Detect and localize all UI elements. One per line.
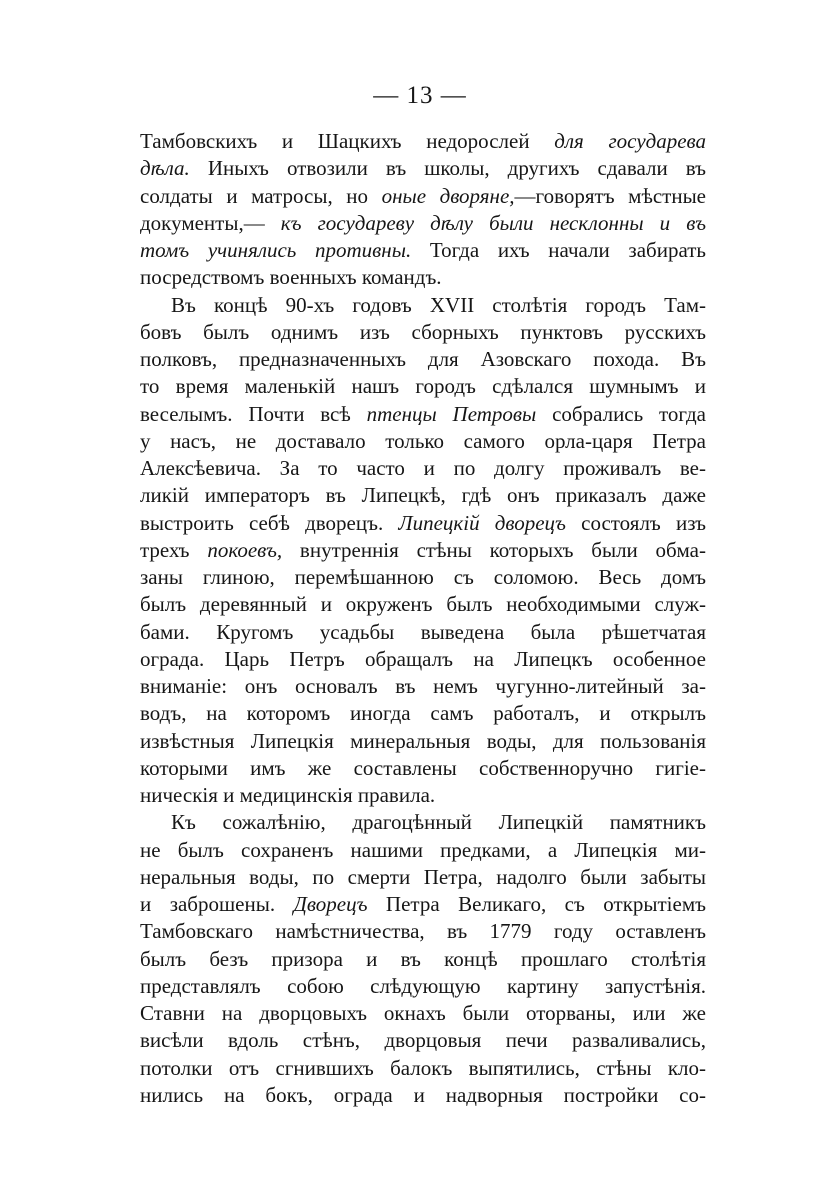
text-line (140, 319, 706, 346)
italic-text: дѣла. (140, 156, 190, 181)
text-line (140, 673, 706, 700)
text-line (140, 891, 706, 918)
text-segment: не былъ сохраненъ нашими предками, а Липецкія ми- (140, 837, 706, 862)
text-line (140, 864, 706, 891)
text-line (140, 237, 706, 264)
text-segment: бовъ былъ однимъ изъ сборныхъ пунктовъ русскихъ (140, 319, 706, 344)
text-segment: и заброшены. (140, 892, 294, 916)
text-segment: посредствомъ военныхъ командъ. (140, 265, 442, 290)
text-line (140, 537, 706, 564)
text-segment: водъ, на которомъ иногда самъ работалъ, и открылъ (140, 701, 706, 726)
text-segment: Тамбовскихъ и Шацкихъ недорослей (140, 129, 555, 153)
text-segment: бами. Кругомъ усадьбы выведена была рѣшетчатая (140, 619, 706, 644)
text-segment: которыми имъ же составлены собственноручно гигіе- (140, 755, 706, 780)
text-segment: ограда. Царь Петръ обращалъ на Липецкъ особенное (140, 646, 706, 671)
text-segment: Иныхъ отвозили въ школы, другихъ сдавали въ (189, 156, 706, 181)
text-segment: веселымъ. Почти всѣ (140, 401, 367, 426)
text-line (140, 564, 706, 591)
text-segment: Въ концѣ 90-хъ годовъ XVII столѣтія городъ Там- (171, 292, 706, 317)
text-segment: собрались тогда (536, 401, 706, 426)
text-line (140, 401, 706, 428)
text-line (140, 837, 706, 864)
italic-text: томъ учинялись противны. (140, 238, 412, 262)
italic-text: птенцы Петровы (366, 401, 537, 426)
text-line (140, 210, 706, 237)
text-segment: Петра Великаго, съ открытіемъ (367, 892, 706, 916)
text-line (140, 1082, 706, 1109)
text-segment: выстроить себѣ дворецъ. (140, 510, 399, 535)
text-line (140, 973, 706, 1000)
text-line (140, 591, 706, 618)
text-segment: то время маленькій нашъ городъ сдѣлался шумнымъ и (140, 374, 706, 399)
text-line (140, 482, 706, 509)
text-segment: потолки отъ сгнившихъ балокъ выпятились, стѣны кло- (140, 1055, 706, 1080)
text-segment: —говорятъ мѣстные (514, 183, 706, 208)
text-line (140, 728, 706, 755)
text-line (140, 428, 706, 455)
italic-text: для государева (554, 129, 706, 153)
page-number: — 13 — (373, 82, 467, 109)
text-line (140, 646, 706, 673)
text-line (140, 1027, 706, 1054)
text-segment: неральныя воды, по смерти Петра, надолго были забыты (140, 864, 706, 889)
text-line (140, 455, 706, 482)
text-segment: состоялъ изъ (565, 510, 706, 535)
italic-text: къ государеву дѣлу были несклонны и въ (280, 210, 706, 235)
text-segment: Тогда ихъ начали забирать (411, 238, 706, 262)
text-segment: былъ деревянный и окруженъ былъ необходимыми служ- (140, 592, 706, 617)
text-segment: былъ безъ призора и въ концѣ прошлаго столѣтія (140, 946, 706, 971)
text-segment: извѣстныя Липецкія минеральныя воды, для пользованія (140, 728, 706, 753)
text-segment: Алексѣевича. За то часто и по долгу проживалъ ве- (140, 456, 706, 480)
text-segment: Тамбовскаго намѣстничества, въ 1779 году оставленъ (140, 919, 706, 944)
text-line (140, 782, 706, 809)
text-segment: висѣли вдоль стѣнъ, дворцовыя печи разваливались, (140, 1028, 706, 1053)
text-segment: внутреннія стѣны которыхъ были обма- (282, 537, 706, 562)
text-segment: трехъ (140, 537, 208, 562)
text-segment: вниманіе: онъ основалъ въ немъ чугунно-литейный за- (140, 674, 706, 698)
text-line (140, 346, 706, 373)
text-line (140, 264, 706, 291)
text-line (140, 809, 706, 836)
text-segment: документы,— (140, 210, 281, 235)
text-segment: Ставни на дворцовыхъ окнахъ были оторваны, или же (140, 1001, 706, 1025)
text-segment: полковъ, предназначенныхъ для Азовскаго похода. Въ (140, 347, 706, 371)
text-segment: у насъ, не доставало только самого орла-царя Петра (140, 428, 706, 453)
text-line (140, 128, 706, 155)
text-segment: ликій императоръ въ Липецкѣ, гдѣ онъ приказалъ даже (140, 483, 706, 508)
text-line (140, 183, 706, 210)
text-line (140, 510, 706, 537)
text-line (140, 700, 706, 727)
text-segment: представлялъ собою слѣдующую картину запустѣнія. (140, 973, 706, 998)
text-segment: заны глиною, перемѣшанною съ соломою. Весь домъ (140, 565, 706, 589)
text-line (140, 619, 706, 646)
text-line (140, 373, 706, 400)
text-line (140, 1055, 706, 1082)
text-line (140, 918, 706, 945)
italic-text: Липецкій дворецъ (398, 510, 566, 535)
italic-text: покоевъ, (207, 537, 283, 562)
text-segment: Къ сожалѣнію, драгоцѣнный Липецкій памятникъ (171, 810, 706, 835)
body-text (140, 128, 706, 1109)
text-segment: солдаты и матросы, но (140, 183, 382, 208)
text-line (140, 292, 706, 319)
italic-text: оные дворяне, (381, 183, 515, 208)
text-segment: ническія и медицинскія правила. (140, 783, 436, 807)
italic-text: Дворецъ (293, 892, 368, 916)
text-line (140, 946, 706, 973)
text-line (140, 755, 706, 782)
text-line (140, 155, 706, 182)
text-segment: нились на бокъ, ограда и надворныя постройки со- (140, 1082, 706, 1107)
text-line (140, 1000, 706, 1027)
